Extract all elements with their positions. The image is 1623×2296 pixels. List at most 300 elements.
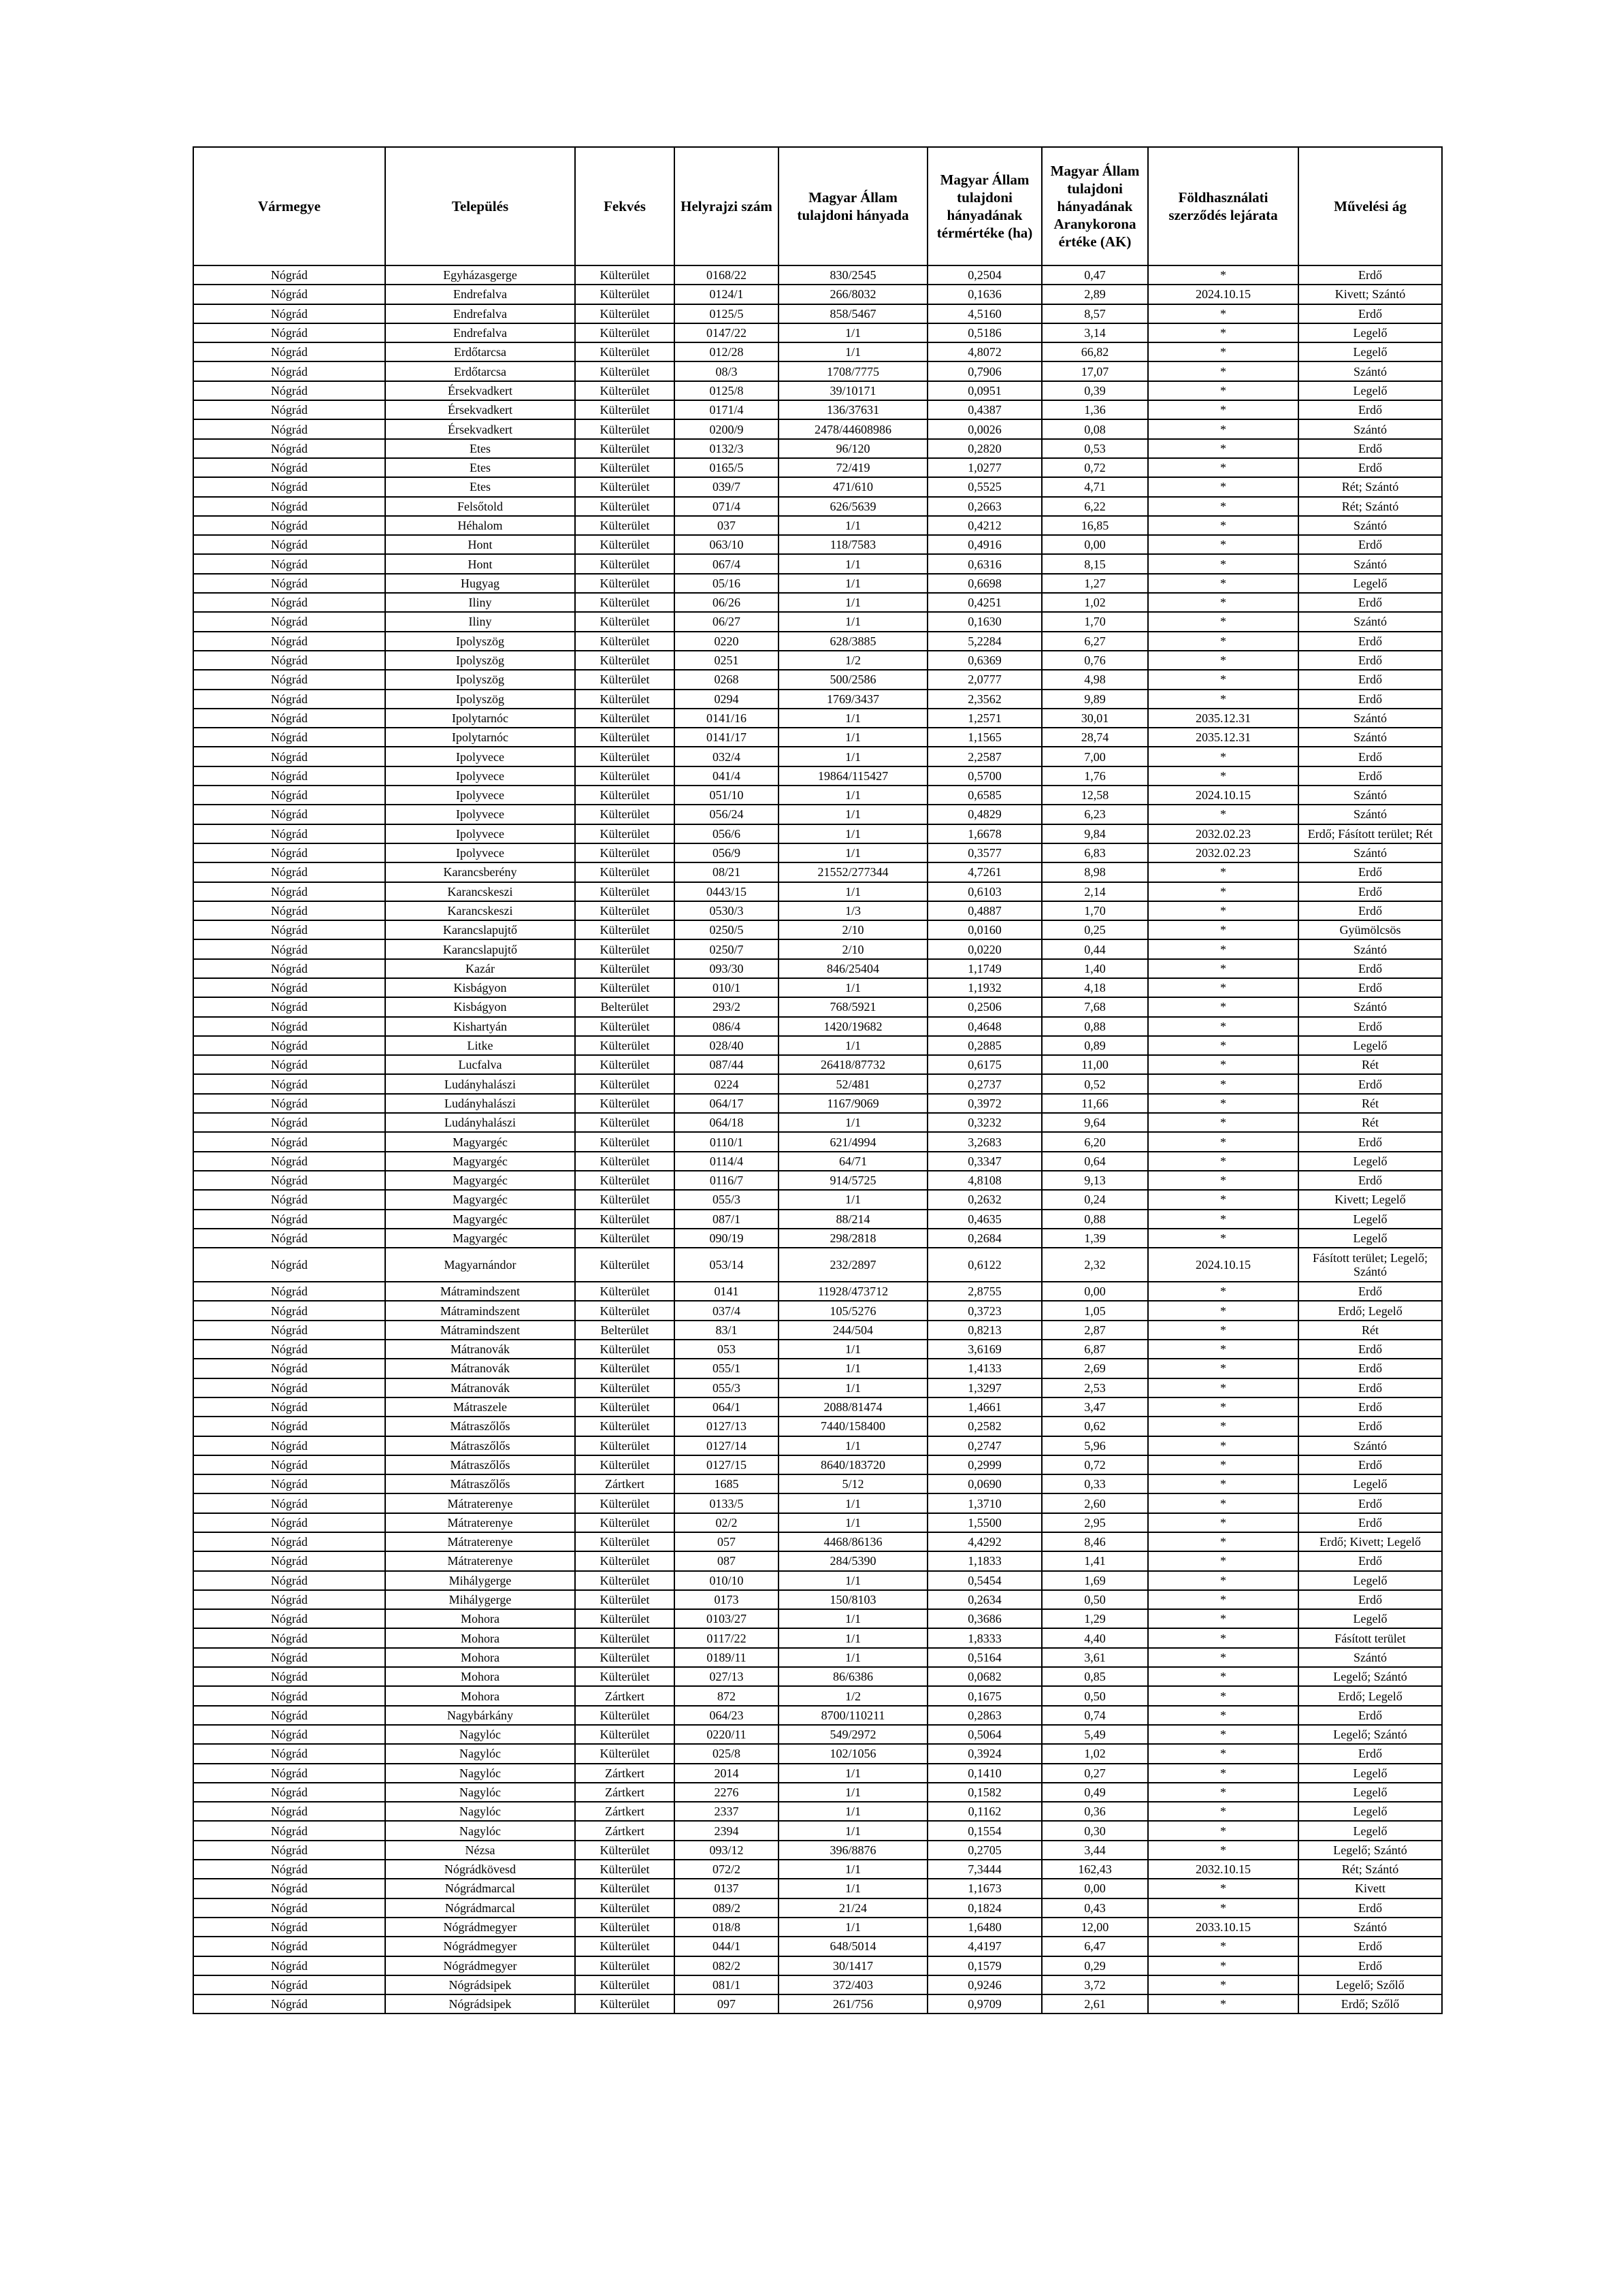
contract-expiry-cell: * <box>1148 342 1298 361</box>
parcel-number-cell: 053 <box>674 1340 778 1359</box>
parcel-number-cell: 293/2 <box>674 997 778 1016</box>
county-cell: Nógrád <box>193 1764 385 1783</box>
cultivation-type-cell: Erdő <box>1298 747 1442 766</box>
contract-expiry-cell: * <box>1148 805 1298 824</box>
contract-expiry-cell: * <box>1148 632 1298 651</box>
table-row <box>193 997 1442 1016</box>
golden-crown-value-cell: 0,49 <box>1042 1783 1148 1802</box>
parcel-number-cell: 056/24 <box>674 805 778 824</box>
area-ha-cell: 7,3444 <box>928 1860 1042 1879</box>
golden-crown-value-cell: 1,76 <box>1042 766 1148 786</box>
column-header-parcel-number: Helyrajzi szám <box>674 147 778 265</box>
area-ha-cell: 0,0951 <box>928 381 1042 400</box>
location-cell: Külterület <box>575 265 674 285</box>
parcel-number-cell: 0127/14 <box>674 1436 778 1455</box>
county-cell: Nógrád <box>193 1340 385 1359</box>
state-share-cell: 1/1 <box>778 1513 928 1532</box>
golden-crown-value-cell: 17,07 <box>1042 361 1148 381</box>
settlement-cell: Felsőtold <box>385 497 575 516</box>
golden-crown-value-cell: 1,05 <box>1042 1301 1148 1320</box>
area-ha-cell: 0,8213 <box>928 1321 1042 1340</box>
settlement-cell: Karancsberény <box>385 862 575 882</box>
location-cell: Külterület <box>575 1918 674 1937</box>
state-share-cell: 2/10 <box>778 920 928 939</box>
table-row <box>193 1879 1442 1898</box>
table-row <box>193 1956 1442 1975</box>
county-cell: Nógrád <box>193 1821 385 1840</box>
parcel-number-cell: 83/1 <box>674 1321 778 1340</box>
area-ha-cell: 0,1582 <box>928 1783 1042 1802</box>
county-cell: Nógrád <box>193 920 385 939</box>
county-cell: Nógrád <box>193 1956 385 1975</box>
location-cell: Külterület <box>575 1744 674 1763</box>
cultivation-type-cell: Erdő <box>1298 439 1442 458</box>
area-ha-cell: 0,1675 <box>928 1686 1042 1705</box>
contract-expiry-cell: * <box>1148 439 1298 458</box>
contract-expiry-cell: * <box>1148 1725 1298 1744</box>
table-row <box>193 862 1442 882</box>
table-row <box>193 1802 1442 1821</box>
settlement-cell: Magyargéc <box>385 1229 575 1248</box>
state-share-cell: 1/1 <box>778 805 928 824</box>
cultivation-type-cell: Erdő <box>1298 265 1442 285</box>
area-ha-cell: 0,3723 <box>928 1301 1042 1320</box>
state-share-cell: 830/2545 <box>778 265 928 285</box>
contract-expiry-cell: 2024.10.15 <box>1148 786 1298 805</box>
state-share-cell: 1/1 <box>778 574 928 593</box>
contract-expiry-cell: * <box>1148 1171 1298 1190</box>
parcel-number-cell: 090/19 <box>674 1229 778 1248</box>
county-cell: Nógrád <box>193 766 385 786</box>
golden-crown-value-cell: 0,30 <box>1042 1821 1148 1840</box>
area-ha-cell: 0,2863 <box>928 1706 1042 1725</box>
location-cell: Külterület <box>575 285 674 304</box>
cultivation-type-cell: Legelő <box>1298 1783 1442 1802</box>
cultivation-type-cell: Erdő <box>1298 862 1442 882</box>
parcel-number-cell: 010/1 <box>674 978 778 997</box>
area-ha-cell: 0,2747 <box>928 1436 1042 1455</box>
parcel-number-cell: 027/13 <box>674 1667 778 1686</box>
golden-crown-value-cell: 11,66 <box>1042 1094 1148 1113</box>
settlement-cell: Nógrádmegyer <box>385 1918 575 1937</box>
area-ha-cell: 1,4133 <box>928 1359 1042 1378</box>
table-row <box>193 824 1442 843</box>
location-cell: Belterület <box>575 1321 674 1340</box>
parcel-number-cell: 0220 <box>674 632 778 651</box>
golden-crown-value-cell: 1,69 <box>1042 1571 1148 1590</box>
table-row <box>193 381 1442 400</box>
county-cell: Nógrád <box>193 1321 385 1340</box>
contract-expiry-cell: * <box>1148 1744 1298 1763</box>
area-ha-cell: 0,5454 <box>928 1571 1042 1590</box>
contract-expiry-cell: * <box>1148 747 1298 766</box>
golden-crown-value-cell: 5,49 <box>1042 1725 1148 1744</box>
column-header-golden-crown-value: Magyar Állam tulajdoni hányadának Aranykorona értéke (AK) <box>1042 147 1148 265</box>
table-row <box>193 439 1442 458</box>
golden-crown-value-cell: 2,32 <box>1042 1248 1148 1282</box>
table-row <box>193 1706 1442 1725</box>
column-header-county: Vármegye <box>193 147 385 265</box>
county-cell: Nógrád <box>193 400 385 419</box>
column-header-contract-expiry: Földhasználati szerződés lejárata <box>1148 147 1298 265</box>
parcel-number-cell: 0132/3 <box>674 439 778 458</box>
location-cell: Külterület <box>575 1590 674 1609</box>
area-ha-cell: 1,1749 <box>928 959 1042 978</box>
golden-crown-value-cell: 0,00 <box>1042 1879 1148 1898</box>
location-cell: Külterület <box>575 1397 674 1417</box>
contract-expiry-cell: * <box>1148 1282 1298 1301</box>
golden-crown-value-cell: 0,00 <box>1042 1282 1148 1301</box>
cultivation-type-cell: Legelő <box>1298 1229 1442 1248</box>
county-cell: Nógrád <box>193 1113 385 1132</box>
parcel-number-cell: 2276 <box>674 1783 778 1802</box>
table-row <box>193 1229 1442 1248</box>
location-cell: Külterület <box>575 497 674 516</box>
contract-expiry-cell: * <box>1148 1764 1298 1783</box>
county-cell: Nógrád <box>193 1994 385 2014</box>
state-share-cell: 26418/87732 <box>778 1055 928 1074</box>
contract-expiry-cell: 2033.10.15 <box>1148 1918 1298 1937</box>
table-row <box>193 1725 1442 1744</box>
settlement-cell: Ipolyszög <box>385 690 575 709</box>
cultivation-type-cell: Szántó <box>1298 728 1442 747</box>
cultivation-type-cell: Szántó <box>1298 1648 1442 1667</box>
golden-crown-value-cell: 12,58 <box>1042 786 1148 805</box>
contract-expiry-cell: * <box>1148 690 1298 709</box>
contract-expiry-cell: 2024.10.15 <box>1148 285 1298 304</box>
settlement-cell: Nagylóc <box>385 1783 575 1802</box>
cultivation-type-cell: Szántó <box>1298 843 1442 862</box>
area-ha-cell: 0,3232 <box>928 1113 1042 1132</box>
golden-crown-value-cell: 0,85 <box>1042 1667 1148 1686</box>
golden-crown-value-cell: 3,72 <box>1042 1975 1148 1994</box>
parcel-number-cell: 071/4 <box>674 497 778 516</box>
golden-crown-value-cell: 0,08 <box>1042 419 1148 438</box>
area-ha-cell: 0,2737 <box>928 1074 1042 1093</box>
location-cell: Külterület <box>575 709 674 728</box>
location-cell: Külterület <box>575 1132 674 1151</box>
parcel-number-cell: 0137 <box>674 1879 778 1898</box>
table-header-row <box>193 147 1442 265</box>
county-cell: Nógrád <box>193 1455 385 1474</box>
parcel-number-cell: 0168/22 <box>674 265 778 285</box>
settlement-cell: Iliny <box>385 612 575 631</box>
cultivation-type-cell: Erdő <box>1298 304 1442 323</box>
county-cell: Nógrád <box>193 458 385 477</box>
cultivation-type-cell: Erdő; Fásított terület; Rét <box>1298 824 1442 843</box>
golden-crown-value-cell: 9,89 <box>1042 690 1148 709</box>
cultivation-type-cell: Rét; Szántó <box>1298 497 1442 516</box>
contract-expiry-cell: * <box>1148 265 1298 285</box>
state-share-cell: 628/3885 <box>778 632 928 651</box>
state-share-cell: 8700/110211 <box>778 1706 928 1725</box>
golden-crown-value-cell: 30,01 <box>1042 709 1148 728</box>
golden-crown-value-cell: 2,60 <box>1042 1493 1148 1513</box>
cultivation-type-cell: Erdő <box>1298 882 1442 901</box>
settlement-cell: Ipolyszög <box>385 632 575 651</box>
state-share-cell: 96/120 <box>778 439 928 458</box>
location-cell: Külterület <box>575 1055 674 1074</box>
cultivation-type-cell: Szántó <box>1298 805 1442 824</box>
area-ha-cell: 1,0277 <box>928 458 1042 477</box>
settlement-cell: Nagylóc <box>385 1725 575 1744</box>
table-row <box>193 1455 1442 1474</box>
county-cell: Nógrád <box>193 554 385 573</box>
golden-crown-value-cell: 0,88 <box>1042 1210 1148 1229</box>
golden-crown-value-cell: 0,52 <box>1042 1074 1148 1093</box>
settlement-cell: Magyargéc <box>385 1190 575 1209</box>
parcel-number-cell: 032/4 <box>674 747 778 766</box>
settlement-cell: Ludányhalászi <box>385 1074 575 1093</box>
contract-expiry-cell: * <box>1148 670 1298 689</box>
area-ha-cell: 0,1162 <box>928 1802 1042 1821</box>
state-share-cell: 1/1 <box>778 1378 928 1397</box>
county-cell: Nógrád <box>193 593 385 612</box>
settlement-cell: Mátramindszent <box>385 1301 575 1320</box>
county-cell: Nógrád <box>193 670 385 689</box>
parcel-number-cell: 087/44 <box>674 1055 778 1074</box>
golden-crown-value-cell: 0,27 <box>1042 1764 1148 1783</box>
state-share-cell: 1/1 <box>778 516 928 535</box>
area-ha-cell: 1,6678 <box>928 824 1042 843</box>
area-ha-cell: 0,9709 <box>928 1994 1042 2014</box>
table-row <box>193 1937 1442 1956</box>
settlement-cell: Mohora <box>385 1667 575 1686</box>
contract-expiry-cell: * <box>1148 1474 1298 1493</box>
cultivation-type-cell: Gyümölcsös <box>1298 920 1442 939</box>
contract-expiry-cell: * <box>1148 1210 1298 1229</box>
golden-crown-value-cell: 0,47 <box>1042 265 1148 285</box>
column-header-area-ha: Magyar Állam tulajdoni hányadának térmértéke (ha) <box>928 147 1042 265</box>
county-cell: Nógrád <box>193 1190 385 1209</box>
table-row <box>193 1152 1442 1171</box>
settlement-cell: Nézsa <box>385 1841 575 1860</box>
cultivation-type-cell: Legelő <box>1298 323 1442 342</box>
table-row <box>193 1821 1442 1840</box>
parcel-number-cell: 055/1 <box>674 1359 778 1378</box>
settlement-cell: Nógrádmegyer <box>385 1956 575 1975</box>
location-cell: Külterület <box>575 920 674 939</box>
table-row <box>193 1551 1442 1570</box>
golden-crown-value-cell: 2,61 <box>1042 1994 1148 2014</box>
location-cell: Külterület <box>575 728 674 747</box>
location-cell: Külterület <box>575 1359 674 1378</box>
county-cell: Nógrád <box>193 1210 385 1229</box>
column-header-location: Fekvés <box>575 147 674 265</box>
contract-expiry-cell: * <box>1148 1532 1298 1551</box>
settlement-cell: Erdőtarcsa <box>385 342 575 361</box>
contract-expiry-cell: * <box>1148 1648 1298 1667</box>
area-ha-cell: 5,2284 <box>928 632 1042 651</box>
contract-expiry-cell: * <box>1148 1074 1298 1093</box>
parcel-number-cell: 056/9 <box>674 843 778 862</box>
golden-crown-value-cell: 2,89 <box>1042 285 1148 304</box>
settlement-cell: Ipolytarnóc <box>385 728 575 747</box>
table-row <box>193 1975 1442 1994</box>
land-registry-sheet <box>193 146 1441 2014</box>
county-cell: Nógrád <box>193 1879 385 1898</box>
golden-crown-value-cell: 7,00 <box>1042 747 1148 766</box>
area-ha-cell: 0,7906 <box>928 361 1042 381</box>
parcel-number-cell: 1685 <box>674 1474 778 1493</box>
location-cell: Külterület <box>575 901 674 920</box>
area-ha-cell: 1,3297 <box>928 1378 1042 1397</box>
parcel-number-cell: 044/1 <box>674 1937 778 1956</box>
cultivation-type-cell: Kivett; Legelő <box>1298 1190 1442 1209</box>
contract-expiry-cell: * <box>1148 304 1298 323</box>
location-cell: Külterület <box>575 882 674 901</box>
golden-crown-value-cell: 0,33 <box>1042 1474 1148 1493</box>
location-cell: Külterület <box>575 1628 674 1647</box>
county-cell: Nógrád <box>193 1937 385 1956</box>
location-cell: Zártkert <box>575 1821 674 1840</box>
state-share-cell: 1/1 <box>778 1493 928 1513</box>
state-share-cell: 102/1056 <box>778 1744 928 1763</box>
location-cell: Külterület <box>575 554 674 573</box>
parcel-number-cell: 08/3 <box>674 361 778 381</box>
area-ha-cell: 0,1824 <box>928 1898 1042 1918</box>
golden-crown-value-cell: 2,14 <box>1042 882 1148 901</box>
table-row <box>193 554 1442 573</box>
location-cell: Külterület <box>575 419 674 438</box>
settlement-cell: Érsekvadkert <box>385 419 575 438</box>
contract-expiry-cell: * <box>1148 477 1298 496</box>
cultivation-type-cell: Legelő <box>1298 1609 1442 1628</box>
area-ha-cell: 0,0690 <box>928 1474 1042 1493</box>
golden-crown-value-cell: 16,85 <box>1042 516 1148 535</box>
location-cell: Külterület <box>575 1994 674 2014</box>
cultivation-type-cell: Erdő <box>1298 901 1442 920</box>
state-share-cell: 1/1 <box>778 1860 928 1879</box>
parcel-number-cell: 0141 <box>674 1282 778 1301</box>
contract-expiry-cell: * <box>1148 1937 1298 1956</box>
settlement-cell: Ipolyvece <box>385 805 575 824</box>
state-share-cell: 858/5467 <box>778 304 928 323</box>
contract-expiry-cell: * <box>1148 1132 1298 1151</box>
table-row <box>193 342 1442 361</box>
cultivation-type-cell: Erdő <box>1298 1493 1442 1513</box>
area-ha-cell: 0,4251 <box>928 593 1042 612</box>
location-cell: Külterület <box>575 959 674 978</box>
parcel-number-cell: 0141/16 <box>674 709 778 728</box>
golden-crown-value-cell: 0,39 <box>1042 381 1148 400</box>
parcel-number-cell: 0125/5 <box>674 304 778 323</box>
settlement-cell: Héhalom <box>385 516 575 535</box>
location-cell: Külterület <box>575 1190 674 1209</box>
state-share-cell: 11928/473712 <box>778 1282 928 1301</box>
table-row <box>193 1171 1442 1190</box>
state-share-cell: 1/1 <box>778 1783 928 1802</box>
location-cell: Külterület <box>575 1113 674 1132</box>
location-cell: Külterület <box>575 574 674 593</box>
settlement-cell: Érsekvadkert <box>385 400 575 419</box>
cultivation-type-cell: Legelő <box>1298 1571 1442 1590</box>
area-ha-cell: 1,4661 <box>928 1397 1042 1417</box>
parcel-number-cell: 02/2 <box>674 1513 778 1532</box>
table-row <box>193 766 1442 786</box>
area-ha-cell: 2,8755 <box>928 1282 1042 1301</box>
contract-expiry-cell: * <box>1148 1455 1298 1474</box>
parcel-number-cell: 0189/11 <box>674 1648 778 1667</box>
contract-expiry-cell: * <box>1148 1783 1298 1802</box>
cultivation-type-cell: Erdő; Szőlő <box>1298 1994 1442 2014</box>
state-share-cell: 1/1 <box>778 1879 928 1898</box>
area-ha-cell: 0,1554 <box>928 1821 1042 1840</box>
contract-expiry-cell: * <box>1148 497 1298 516</box>
cultivation-type-cell: Erdő <box>1298 632 1442 651</box>
county-cell: Nógrád <box>193 862 385 882</box>
settlement-cell: Mátramindszent <box>385 1282 575 1301</box>
state-share-cell: 621/4994 <box>778 1132 928 1151</box>
cultivation-type-cell: Szántó <box>1298 997 1442 1016</box>
cultivation-type-cell: Kivett; Szántó <box>1298 285 1442 304</box>
table-row <box>193 1628 1442 1647</box>
state-share-cell: 232/2897 <box>778 1248 928 1282</box>
county-cell: Nógrád <box>193 690 385 709</box>
golden-crown-value-cell: 0,74 <box>1042 1706 1148 1725</box>
cultivation-type-cell: Erdő <box>1298 1282 1442 1301</box>
golden-crown-value-cell: 0,00 <box>1042 535 1148 554</box>
cultivation-type-cell: Erdő <box>1298 1132 1442 1151</box>
cultivation-type-cell: Erdő <box>1298 670 1442 689</box>
location-cell: Külterület <box>575 593 674 612</box>
settlement-cell: Ipolyszög <box>385 651 575 670</box>
table-row <box>193 1841 1442 1860</box>
golden-crown-value-cell: 7,68 <box>1042 997 1148 1016</box>
parcel-number-cell: 039/7 <box>674 477 778 496</box>
parcel-number-cell: 041/4 <box>674 766 778 786</box>
state-share-cell: 1/1 <box>778 1648 928 1667</box>
location-cell: Külterület <box>575 535 674 554</box>
area-ha-cell: 1,1833 <box>928 1551 1042 1570</box>
contract-expiry-cell: * <box>1148 1898 1298 1918</box>
parcel-number-cell: 012/28 <box>674 342 778 361</box>
county-cell: Nógrád <box>193 361 385 381</box>
area-ha-cell: 0,2663 <box>928 497 1042 516</box>
golden-crown-value-cell: 1,70 <box>1042 612 1148 631</box>
county-cell: Nógrád <box>193 574 385 593</box>
golden-crown-value-cell: 1,36 <box>1042 400 1148 419</box>
county-cell: Nógrád <box>193 1248 385 1282</box>
location-cell: Külterület <box>575 1609 674 1628</box>
table-row <box>193 1436 1442 1455</box>
state-share-cell: 1708/7775 <box>778 361 928 381</box>
cultivation-type-cell: Erdő <box>1298 1706 1442 1725</box>
area-ha-cell: 0,0026 <box>928 419 1042 438</box>
parcel-number-cell: 0127/15 <box>674 1455 778 1474</box>
contract-expiry-cell: * <box>1148 1190 1298 1209</box>
state-share-cell: 284/5390 <box>778 1551 928 1570</box>
location-cell: Külterület <box>575 1436 674 1455</box>
county-cell: Nógrád <box>193 1551 385 1570</box>
county-cell: Nógrád <box>193 632 385 651</box>
location-cell: Külterület <box>575 862 674 882</box>
area-ha-cell: 0,5164 <box>928 1648 1042 1667</box>
settlement-cell: Erdőtarcsa <box>385 361 575 381</box>
parcel-number-cell: 064/17 <box>674 1094 778 1113</box>
parcel-number-cell: 0250/7 <box>674 939 778 958</box>
state-share-cell: 21552/277344 <box>778 862 928 882</box>
cultivation-type-cell: Szántó <box>1298 361 1442 381</box>
golden-crown-value-cell: 0,25 <box>1042 920 1148 939</box>
contract-expiry-cell: * <box>1148 1879 1298 1898</box>
parcel-number-cell: 0125/8 <box>674 381 778 400</box>
golden-crown-value-cell: 0,72 <box>1042 1455 1148 1474</box>
state-share-cell: 1/1 <box>778 1802 928 1821</box>
location-cell: Külterület <box>575 1841 674 1860</box>
area-ha-cell: 0,2632 <box>928 1190 1042 1209</box>
golden-crown-value-cell: 9,64 <box>1042 1113 1148 1132</box>
